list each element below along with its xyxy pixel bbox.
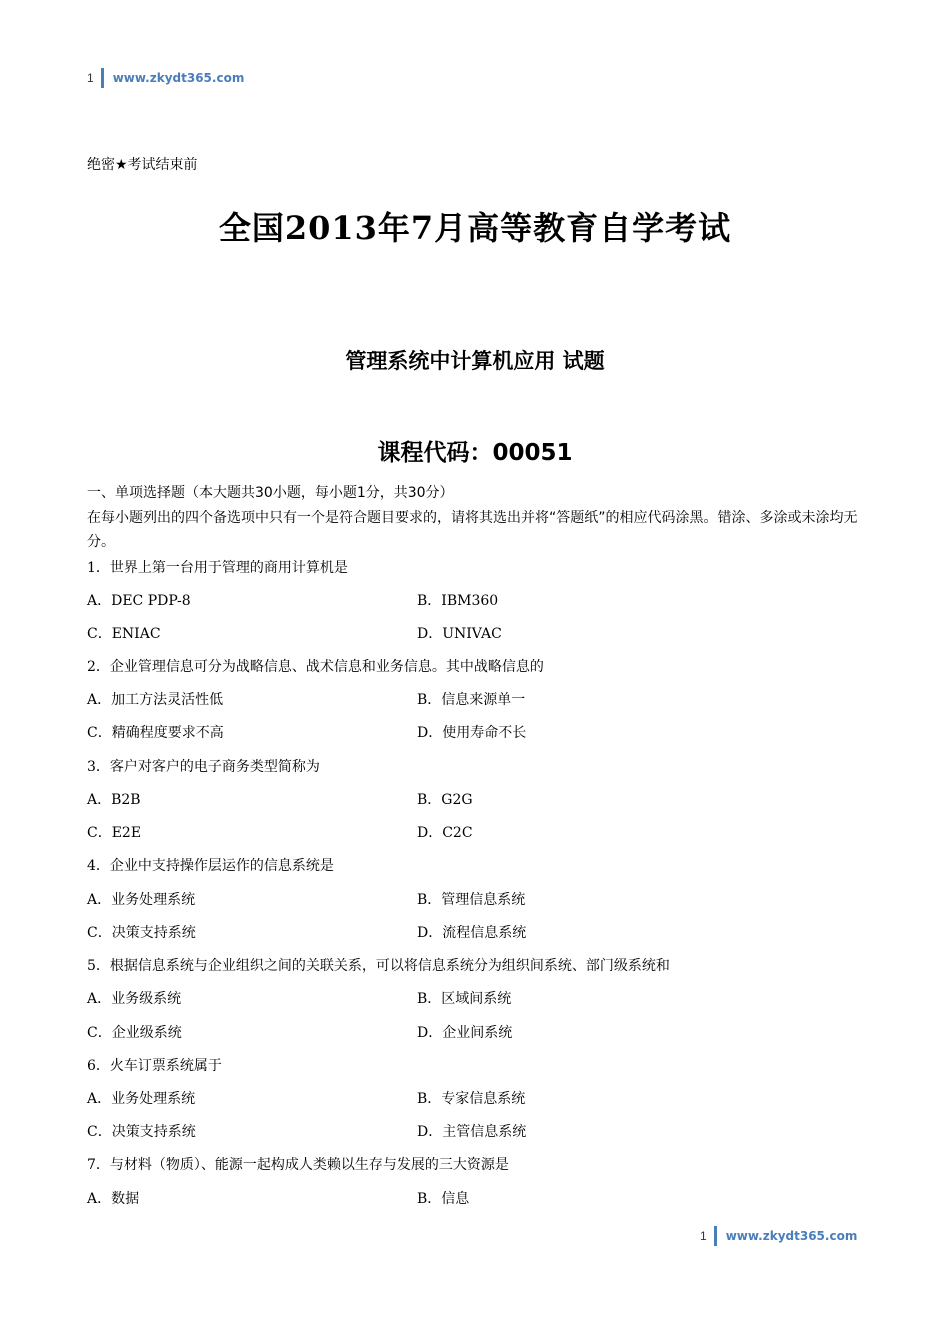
- q4-option-b: B．管理信息系统: [417, 892, 526, 908]
- page-header: [87, 67, 244, 89]
- footer-page-number: 1: [700, 1229, 707, 1243]
- section-heading: 一、单项选择题（本大题共30小题，每小题1分，共30分）: [87, 485, 454, 501]
- secret-label: 绝密★考试结束前: [87, 157, 198, 173]
- header-page-number: 1: [87, 71, 94, 85]
- q4-option-a: A．业务处理系统: [87, 892, 196, 908]
- q3-option-d: D．C2C: [417, 825, 473, 841]
- q4-option-d: D．流程信息系统: [417, 925, 527, 941]
- q1-option-d: D．UNIVAC: [417, 626, 502, 642]
- q4-option-c: C．决策支持系统: [87, 925, 196, 941]
- q7-option-b: B．信息: [417, 1191, 470, 1207]
- exam-subtitle: 管理系统中计算机应用 试题: [345, 349, 605, 373]
- q6-option-a: A．业务处理系统: [87, 1091, 196, 1107]
- q3-option-b: B．G2G: [417, 792, 473, 808]
- exam-title: 全国2013年7月高等教育自学考试: [218, 209, 732, 247]
- q1-option-a: A．DEC PDP-8: [87, 593, 191, 609]
- question-3: 3．客户对客户的电子商务类型简称为: [87, 759, 320, 775]
- q2-option-c: C．精确程度要求不高: [87, 725, 224, 741]
- q1-option-c: C．ENIAC: [87, 626, 161, 642]
- q3-option-a: A．B2B: [87, 792, 141, 808]
- header-url[interactable]: www.zkydt365.com: [112, 71, 245, 85]
- footer-url[interactable]: www.zkydt365.com: [725, 1229, 858, 1243]
- q3-option-c: C．E2E: [87, 825, 142, 841]
- question-1: 1．世界上第一台用于管理的商用计算机是: [87, 560, 348, 576]
- q5-option-d: D．企业间系统: [417, 1025, 513, 1041]
- section-instructions: 在每小题列出的四个备选项中只有一个是符合题目要求的，请将其选出并将“答题纸”的相应代码涂黑。错涂、多涂或未涂均无分。: [87, 510, 858, 550]
- question-5: 5．根据信息系统与企业组织之间的关联关系，可以将信息系统分为组织间系统、部门级系统和: [87, 958, 670, 974]
- q6-option-c: C．决策支持系统: [87, 1124, 196, 1140]
- question-4: 4．企业中支持操作层运作的信息系统是: [87, 858, 334, 874]
- q5-option-c: C．企业级系统: [87, 1025, 182, 1041]
- q6-option-d: D．主管信息系统: [417, 1124, 527, 1140]
- q5-option-b: B．区域间系统: [417, 991, 512, 1007]
- footer-divider: [714, 1226, 717, 1246]
- q2-option-d: D．使用寿命不长: [417, 725, 527, 741]
- q7-option-a: A．数据: [87, 1191, 140, 1207]
- q5-option-a: A．业务级系统: [87, 991, 182, 1007]
- header-divider: [101, 68, 104, 88]
- q6-option-b: B．专家信息系统: [417, 1091, 526, 1107]
- q1-option-b: B．IBM360: [417, 593, 499, 609]
- question-2: 2．企业管理信息可分为战略信息、战术信息和业务信息。其中战略信息的: [87, 659, 544, 675]
- question-7: 7．与材料（物质）、能源一起构成人类赖以生存与发展的三大资源是: [87, 1157, 509, 1173]
- q2-option-a: A．加工方法灵活性低: [87, 692, 224, 708]
- question-6: 6．火车订票系统属于: [87, 1058, 222, 1074]
- page-footer: [700, 1225, 857, 1247]
- course-code: 课程代码：00051: [377, 440, 573, 466]
- q2-option-b: B．信息来源单一: [417, 692, 526, 708]
